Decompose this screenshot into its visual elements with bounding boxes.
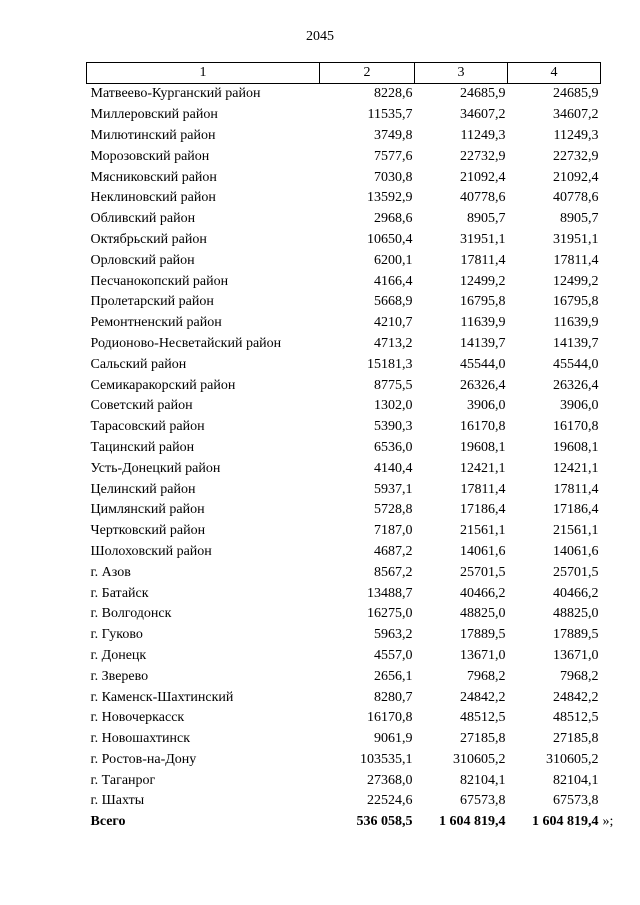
row-col-3: 48825,0 — [460, 606, 506, 622]
row-name: Миллеровский район — [90, 107, 218, 123]
table-row — [87, 521, 601, 542]
row-col-4: 7968,2 — [560, 668, 599, 684]
table-row — [87, 417, 601, 438]
row-name: г. Шахты — [90, 793, 145, 809]
row-name: Неклиновский район — [90, 190, 216, 206]
row-col-3: 11249,3 — [460, 127, 506, 143]
table-row — [87, 729, 601, 750]
row-name: Шолоховский район — [90, 543, 212, 559]
row-col-3: 8905,7 — [467, 211, 506, 227]
row-col-2: 8567,2 — [374, 564, 413, 580]
row-col-4: 24842,2 — [553, 689, 599, 705]
row-name: Цимлянский район — [90, 502, 205, 518]
row-col-2: 4557,0 — [374, 647, 413, 663]
row-name: Мясниковский район — [90, 169, 217, 185]
row-col-2: 6536,0 — [374, 439, 413, 455]
row-col-3: 19608,1 — [460, 439, 506, 455]
row-col-2: 8280,7 — [374, 689, 413, 705]
row-col-2: 4210,7 — [374, 315, 413, 331]
row-name: г. Таганрог — [90, 772, 156, 788]
row-name: Песчанокопский район — [90, 273, 229, 289]
row-col-3: 7968,2 — [467, 668, 506, 684]
table-row — [87, 84, 601, 105]
row-col-4: 3906,0 — [560, 398, 599, 414]
row-col-3: 17811,4 — [460, 481, 506, 497]
table-row — [87, 375, 601, 396]
row-col-2: 4166,4 — [374, 273, 413, 289]
table-row — [87, 230, 601, 251]
row-name: г. Волгодонск — [90, 606, 172, 622]
table-row — [87, 791, 601, 812]
table-row — [87, 271, 601, 292]
row-col-4: 17811,4 — [553, 481, 599, 497]
row-col-3: 67573,8 — [460, 793, 506, 809]
row-name: г. Новочеркасск — [90, 710, 185, 726]
row-col-3: 21561,1 — [460, 523, 506, 539]
row-col-4: 13671,0 — [553, 647, 599, 663]
page-number: 2045 — [306, 29, 334, 44]
total-col-3: 1 604 819,4 — [439, 814, 506, 830]
row-col-4: 17889,5 — [553, 627, 599, 643]
row-col-2: 13592,9 — [367, 190, 413, 206]
row-col-2: 15181,3 — [367, 356, 413, 372]
total-label: Всего — [90, 814, 126, 830]
row-col-4: 16795,8 — [553, 294, 599, 310]
row-col-4: 26326,4 — [553, 377, 599, 393]
row-col-3: 82104,1 — [460, 772, 506, 788]
row-name: г. Азов — [90, 564, 131, 580]
row-col-4: 48825,0 — [553, 606, 599, 622]
row-col-2: 6200,1 — [374, 252, 413, 268]
budget-table — [86, 62, 614, 833]
table-row — [87, 583, 601, 604]
row-col-3: 45544,0 — [460, 356, 506, 372]
table-row — [87, 666, 601, 687]
row-col-3: 3906,0 — [467, 398, 506, 414]
row-col-2: 5728,8 — [374, 502, 413, 518]
row-name: г. Каменск-Шахтинский — [90, 689, 234, 705]
row-col-4: 82104,1 — [553, 772, 599, 788]
row-col-3: 17889,5 — [460, 627, 506, 643]
row-col-4: 310605,2 — [546, 751, 599, 767]
table-row — [87, 708, 601, 729]
row-col-2: 2968,6 — [374, 211, 413, 227]
row-col-3: 17811,4 — [460, 252, 506, 268]
row-col-2: 16275,0 — [367, 606, 413, 622]
table-body — [87, 84, 601, 812]
row-col-4: 16170,8 — [553, 419, 599, 435]
row-col-4: 27185,8 — [553, 731, 599, 747]
table-row — [87, 209, 601, 230]
row-col-2: 8775,5 — [374, 377, 413, 393]
row-col-2: 9061,9 — [374, 731, 413, 747]
row-col-4: 19608,1 — [553, 439, 599, 455]
table-row — [87, 250, 601, 271]
header-col-1: 1 — [87, 63, 320, 84]
row-col-2: 8228,6 — [374, 86, 413, 102]
row-name: Милютинский район — [90, 127, 216, 143]
row-name: Морозовский район — [90, 148, 210, 164]
row-col-4: 11639,9 — [553, 315, 599, 331]
row-name: г. Донецк — [90, 647, 147, 663]
row-col-4: 12499,2 — [553, 273, 599, 289]
table-row — [87, 167, 601, 188]
row-name: Тацинский район — [90, 439, 195, 455]
row-col-3: 31951,1 — [460, 231, 506, 247]
row-name: Родионово-Несветайский район — [90, 335, 282, 351]
table-row — [87, 354, 601, 375]
row-name: Матвеево-Курганский район — [90, 86, 261, 102]
row-col-4: 17186,4 — [553, 502, 599, 518]
row-col-4: 25701,5 — [553, 564, 599, 580]
row-name: Семикаракорский район — [90, 377, 236, 393]
header-col-3: 3 — [415, 63, 508, 84]
row-name: Усть-Донецкий район — [90, 460, 221, 476]
row-col-3: 27185,8 — [460, 731, 506, 747]
row-col-4: 21092,4 — [553, 169, 599, 185]
total-row — [87, 812, 601, 833]
row-col-4: 14139,7 — [553, 335, 599, 351]
row-col-3: 26326,4 — [460, 377, 506, 393]
row-col-3: 34607,2 — [460, 107, 506, 123]
table-header-row — [87, 63, 601, 84]
row-col-4: 48512,5 — [553, 710, 599, 726]
row-col-3: 16170,8 — [460, 419, 506, 435]
row-col-2: 1302,0 — [374, 398, 413, 414]
row-col-4: 21561,1 — [553, 523, 599, 539]
row-col-2: 3749,8 — [374, 127, 413, 143]
row-name: Обливский район — [90, 211, 196, 227]
row-col-2: 4140,4 — [374, 460, 413, 476]
header-col-2: 2 — [320, 63, 415, 84]
row-name: г. Ростов-на-Дону — [90, 751, 197, 767]
row-col-3: 16795,8 — [460, 294, 506, 310]
table-row — [87, 687, 601, 708]
row-col-3: 24842,2 — [460, 689, 506, 705]
row-col-2: 5390,3 — [374, 419, 413, 435]
total-col-4-cell — [508, 812, 614, 833]
row-col-3: 40778,6 — [460, 190, 506, 206]
row-col-4: 40466,2 — [553, 585, 599, 601]
row-name: г. Гуково — [90, 627, 143, 643]
table-row — [87, 625, 601, 646]
table-row — [87, 770, 601, 791]
row-col-4: 40778,6 — [553, 190, 599, 206]
row-col-2: 10650,4 — [367, 231, 413, 247]
row-col-3: 17186,4 — [460, 502, 506, 518]
row-col-4: 24685,9 — [553, 86, 599, 102]
row-col-2: 7577,6 — [374, 148, 413, 164]
table-row — [87, 334, 601, 355]
table-row — [87, 479, 601, 500]
row-col-3: 22732,9 — [460, 148, 506, 164]
row-col-3: 12499,2 — [460, 273, 506, 289]
row-col-3: 40466,2 — [460, 585, 506, 601]
row-col-4: 8905,7 — [560, 211, 599, 227]
table-row — [87, 750, 601, 771]
table-row — [87, 313, 601, 334]
row-col-3: 48512,5 — [460, 710, 506, 726]
row-col-2: 27368,0 — [367, 772, 413, 788]
row-col-4: 22732,9 — [553, 148, 599, 164]
table-row — [87, 126, 601, 147]
table-row — [87, 292, 601, 313]
row-name: Чертковский район — [90, 523, 206, 539]
table-row — [87, 438, 601, 459]
row-name: Тарасовский район — [90, 419, 205, 435]
row-col-4: 11249,3 — [553, 127, 599, 143]
total-col-2: 536 058,5 — [356, 814, 413, 830]
row-col-3: 310605,2 — [453, 751, 506, 767]
row-name: г. Новошахтинск — [90, 731, 191, 747]
row-col-3: 25701,5 — [460, 564, 506, 580]
table-row — [87, 604, 601, 625]
row-col-2: 7030,8 — [374, 169, 413, 185]
row-col-3: 14061,6 — [460, 543, 506, 559]
row-col-3: 12421,1 — [460, 460, 506, 476]
table-row — [87, 646, 601, 667]
row-col-2: 11535,7 — [367, 107, 413, 123]
table-row — [87, 188, 601, 209]
total-col-4: 1 604 819,4 — [532, 814, 599, 830]
row-col-2: 4713,2 — [374, 335, 413, 351]
row-col-3: 21092,4 — [460, 169, 506, 185]
row-col-4: 45544,0 — [553, 356, 599, 372]
row-col-4: 12421,1 — [553, 460, 599, 476]
row-col-4: 34607,2 — [553, 107, 599, 123]
row-name: Советский район — [90, 398, 193, 414]
row-name: Целинский район — [90, 481, 196, 497]
row-col-3: 14139,7 — [460, 335, 506, 351]
row-col-4: 14061,6 — [553, 543, 599, 559]
row-col-2: 16170,8 — [367, 710, 413, 726]
table-row — [87, 500, 601, 521]
row-col-2: 22524,6 — [367, 793, 413, 809]
row-col-2: 5963,2 — [374, 627, 413, 643]
row-col-4: 17811,4 — [553, 252, 599, 268]
row-col-2: 7187,0 — [374, 523, 413, 539]
row-col-2: 103535,1 — [360, 751, 413, 767]
row-name: г. Зверево — [90, 668, 149, 684]
row-col-2: 4687,2 — [374, 543, 413, 559]
row-col-4: 67573,8 — [553, 793, 599, 809]
row-name: Октябрьский район — [90, 231, 207, 247]
table-row — [87, 542, 601, 563]
row-name: Сальский район — [90, 356, 187, 372]
row-col-3: 11639,9 — [460, 315, 506, 331]
header-col-4: 4 — [508, 63, 601, 84]
row-col-3: 24685,9 — [460, 86, 506, 102]
row-name: Орловский район — [90, 252, 195, 268]
row-col-4: 31951,1 — [553, 231, 599, 247]
row-col-2: 5937,1 — [374, 481, 413, 497]
table-row — [87, 562, 601, 583]
row-col-2: 2656,1 — [374, 668, 413, 684]
row-col-3: 13671,0 — [460, 647, 506, 663]
closing-quote: »; — [602, 813, 614, 829]
table-row — [87, 458, 601, 479]
row-name: г. Батайск — [90, 585, 149, 601]
table-row — [87, 396, 601, 417]
row-name: Ремонтненский район — [90, 315, 222, 331]
row-col-2: 5668,9 — [374, 294, 413, 310]
row-name: Пролетарский район — [90, 294, 214, 310]
row-col-2: 13488,7 — [367, 585, 413, 601]
table-row — [87, 105, 601, 126]
table-row — [87, 146, 601, 167]
